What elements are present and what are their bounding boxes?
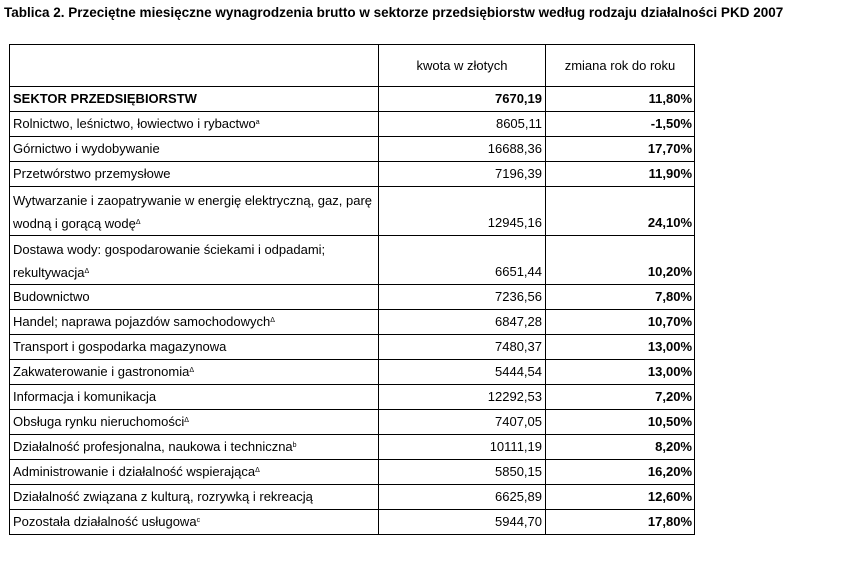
row-name-text: Administrowanie i działalność wspierająca <box>13 464 256 479</box>
row-name-text: SEKTOR PRZEDSIĘBIORSTW <box>13 91 197 106</box>
row-change: 17,70% <box>546 137 695 162</box>
row-amount: 8605,11 <box>379 112 546 137</box>
table-row <box>10 460 695 485</box>
footnote-mark: Δ <box>255 467 260 474</box>
row-name <box>10 485 379 510</box>
row-name-text: Działalność profesjonalna, naukowa i techniczna <box>13 439 293 454</box>
table-title: Tablica 2. Przeciętne miesięczne wynagrodzenia brutto w sektorze przedsiębiorstw według rodzaju działalności PKD 2007 <box>4 5 784 20</box>
row-name <box>10 460 379 485</box>
row-name <box>10 112 379 137</box>
row-amount: 7480,37 <box>379 335 546 360</box>
row-amount: 7236,56 <box>379 285 546 310</box>
table-row <box>10 112 695 137</box>
row-change: 7,80% <box>546 285 695 310</box>
table-row <box>10 162 695 187</box>
row-change: 10,20% <box>546 236 695 285</box>
row-name <box>10 510 379 535</box>
row-name <box>10 435 379 460</box>
row-name-text: Zakwaterowanie i gastronomia <box>13 364 190 379</box>
row-amount: 16688,36 <box>379 137 546 162</box>
row-name-text: Dostawa wody: gospodarowanie ściekami i odpadami; rekultywacja <box>13 242 326 280</box>
row-change: 13,00% <box>546 335 695 360</box>
header-name <box>10 45 379 87</box>
footnote-mark: Δ <box>84 268 90 275</box>
row-name-text: Pozostała działalność usługowa <box>13 514 197 529</box>
table-row <box>10 485 695 510</box>
footnote-mark: c <box>196 517 201 524</box>
footnote-mark: a <box>255 119 260 126</box>
row-amount: 7670,19 <box>379 87 546 112</box>
row-change: 10,50% <box>546 410 695 435</box>
row-name-text: Górnictwo i wydobywanie <box>13 141 160 156</box>
table-row <box>10 360 695 385</box>
row-amount: 7196,39 <box>379 162 546 187</box>
footnote-mark: Δ <box>189 367 194 374</box>
row-name-text: Działalność związana z kulturą, rozrywką i rekreacją <box>13 489 313 504</box>
row-amount: 7407,05 <box>379 410 546 435</box>
row-name-text: Rolnictwo, leśnictwo, łowiectwo i rybactwo <box>13 116 256 131</box>
row-change: 17,80% <box>546 510 695 535</box>
row-change: -1,50% <box>546 112 695 137</box>
row-amount: 5850,15 <box>379 460 546 485</box>
row-name <box>10 385 379 410</box>
row-change: 8,20% <box>546 435 695 460</box>
footnote-mark: b <box>292 442 297 449</box>
row-name <box>10 310 379 335</box>
table-row <box>10 285 695 310</box>
row-amount: 6625,89 <box>379 485 546 510</box>
table-row <box>10 187 695 236</box>
wages-table <box>9 44 695 535</box>
row-change: 7,20% <box>546 385 695 410</box>
row-name <box>10 162 379 187</box>
row-change: 10,70% <box>546 310 695 335</box>
row-change: 11,90% <box>546 162 695 187</box>
row-amount: 6847,28 <box>379 310 546 335</box>
row-change: 11,80% <box>546 87 695 112</box>
table-row <box>10 410 695 435</box>
footnote-mark: Δ <box>184 417 189 424</box>
row-amount: 12945,16 <box>379 187 546 236</box>
header-amount: kwota w złotych <box>379 45 546 87</box>
row-name <box>10 285 379 310</box>
table-row <box>10 137 695 162</box>
row-name-text: Przetwórstwo przemysłowe <box>13 166 171 181</box>
table-row <box>10 236 695 285</box>
row-name-text: Transport i gospodarka magazynowa <box>13 339 227 354</box>
row-name <box>10 137 379 162</box>
row-name <box>10 187 379 236</box>
row-name <box>10 335 379 360</box>
row-amount: 5444,54 <box>379 360 546 385</box>
table-row <box>10 335 695 360</box>
footnote-mark: Δ <box>135 219 141 226</box>
table-row <box>10 310 695 335</box>
row-name-text: Handel; naprawa pojazdów samochodowych <box>13 314 271 329</box>
row-name <box>10 236 379 285</box>
row-amount: 10111,19 <box>379 435 546 460</box>
row-name-text: Obsługa rynku nieruchomości <box>13 414 185 429</box>
row-amount: 6651,44 <box>379 236 546 285</box>
row-change: 16,20% <box>546 460 695 485</box>
table-body <box>10 87 695 535</box>
row-name <box>10 410 379 435</box>
row-change: 24,10% <box>546 187 695 236</box>
table-row <box>10 87 695 112</box>
footnote-mark: Δ <box>270 317 275 324</box>
row-amount: 5944,70 <box>379 510 546 535</box>
row-name <box>10 87 379 112</box>
row-name <box>10 360 379 385</box>
row-change: 13,00% <box>546 360 695 385</box>
row-name-text: Informacja i komunikacja <box>13 389 157 404</box>
table-row <box>10 385 695 410</box>
header-row <box>10 45 695 87</box>
table-row <box>10 435 695 460</box>
header-change: zmiana rok do roku <box>546 45 695 87</box>
table-row <box>10 510 695 535</box>
row-name-text: Wytwarzanie i zaopatrywanie w energię elektryczną, gaz, parę wodną i gorącą wodę <box>13 193 372 231</box>
row-change: 12,60% <box>546 485 695 510</box>
row-amount: 12292,53 <box>379 385 546 410</box>
row-name-text: Budownictwo <box>13 289 90 304</box>
